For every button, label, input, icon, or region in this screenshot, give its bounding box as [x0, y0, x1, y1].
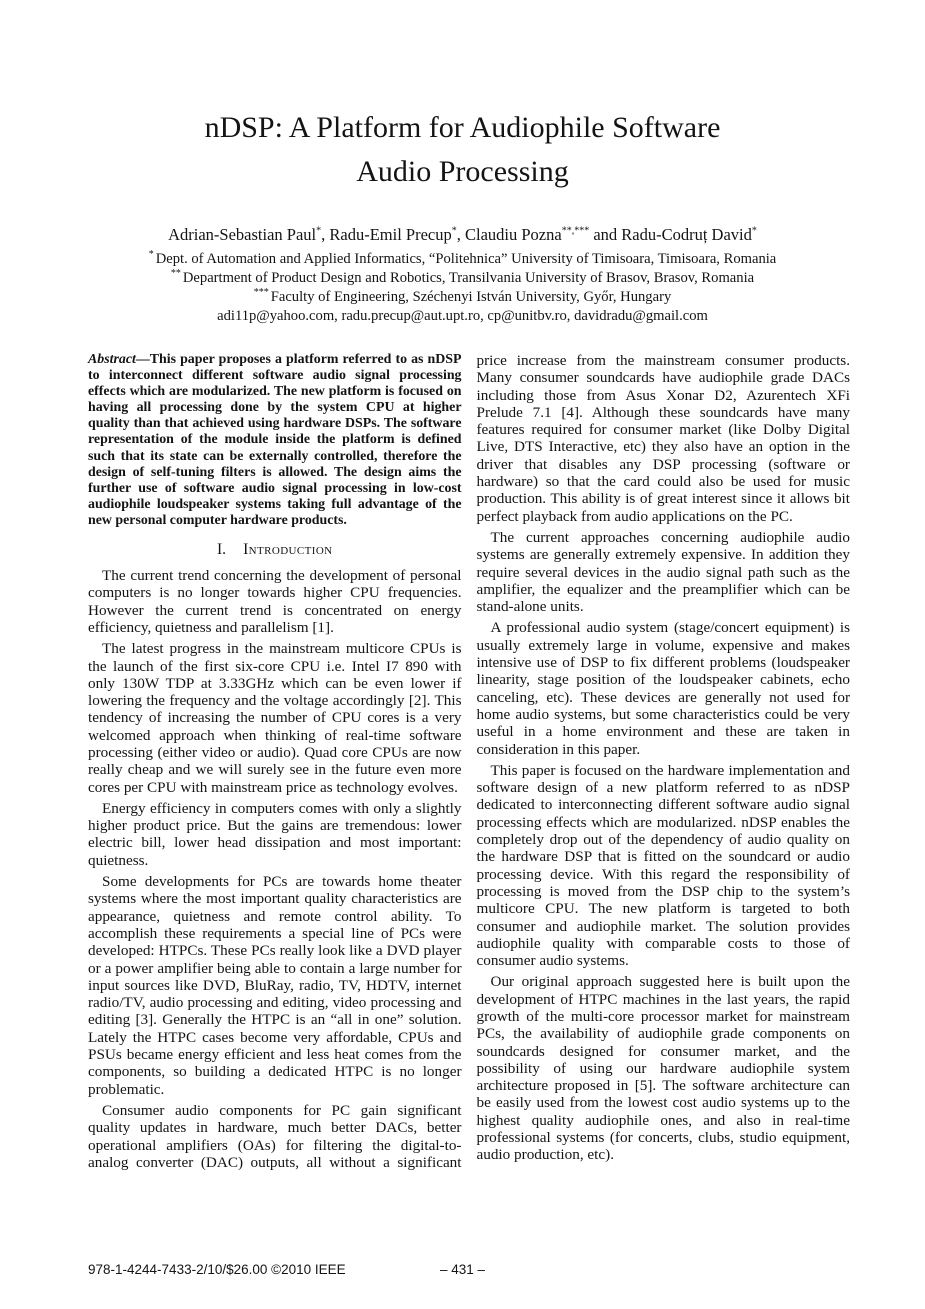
- page-title: [0, 0, 925, 194]
- section-number: I.: [216, 541, 227, 559]
- affiliation-3: *** Faculty of Engineering, Széchenyi István University, Győr, Hungary: [253, 287, 672, 305]
- paragraph: Consumer audio components for PC gain significant quality updates in hardware, much better DACs, better operational amplifiers (OAs) for filtering the digital-to-analog converter (DAC) outputs, all without a significant: [88, 1101, 462, 1171]
- paragraph: price increase from the mainstream consumer products. Many consumer soundcards have audiophile grade DACs including those from Asus Xonar D2, Azurentech XFi Prelude 7.1 [4]. Although these soundcards have many features required for consumer market (like Dolby Digital Live, DTS Interactive, etc) they also have an option in the driver that disables any DSP processing (software or hardware) so that the card could also be used for music production. This ability is of great interest since it allows bit perfect playback from audio applications on the PC.: [476, 352, 850, 525]
- title-line-1: nDSP: A Platform for Audiophile Software: [204, 111, 721, 144]
- page-footer: [0, 1262, 925, 1278]
- author-4-affiliation-mark: *: [751, 225, 757, 237]
- paragraph: The current trend concerning the development of personal computers is no longer towards higher CPU frequencies. However the current trend is concentrated on energy efficiency, quietness and parallelism [1].: [88, 567, 462, 636]
- abstract-label: Abstract: [88, 352, 136, 367]
- affiliations-block: [0, 250, 925, 326]
- title-line-2: Audio Processing: [356, 155, 569, 188]
- affiliation-2: ** Department of Product Design and Robotics, Transilvania University of Brasov, Brasov, Romania: [170, 268, 755, 286]
- author-2-affiliation-mark: *: [451, 225, 457, 237]
- author-1-affiliation-mark: *: [316, 225, 322, 237]
- abstract-dash: —: [135, 352, 150, 367]
- paragraph: Energy efficiency in computers comes with only a slightly higher product price. But the gains are tremendous: lower electric bill, lower head dissipation and most important: quietness.: [88, 799, 462, 869]
- author-2: Radu-Emil Precup*,: [329, 225, 465, 244]
- paragraph: Our original approach suggested here is built upon the development of HTPC machines in the last years, the rapid growth of the multi-core processor market for mainstream PCs, the availability of audiophile grade components on soundcards designed for consumer market, and the possibility of using our hardware audiophile system architecture proposed in [5]. The software architecture can be easily used from the lowest cost audio systems up to the highest quality audiophile ones, and also in real-time professional systems (for concerts, clubs, studio equipment, audio production, etc).: [476, 973, 850, 1164]
- body-columns: [0, 352, 925, 1175]
- paragraph: Some developments for PCs are towards home theater systems where the most important quality characteristics are appearance, quietness and remote control ability. To accomplish these requirements a special line of PCs were developed: HTPCs. These PCs really look like a DVD player or a power amplifier being able to contain a large number for input sources like DVD, BluRay, radio, TV, HDTV, internet radio/TV, audio processing and editing, video processing and editing [3]. Generally the HTPC is an “all in one” solution. Lately the HTPC cases become very affordable, CPUs and PSUs became energy efficient and less heat comes from the components, so building a dedicated HTPC is no longer problematic.: [88, 873, 462, 1098]
- page-number: – 431 –: [439, 1262, 486, 1277]
- section-title: Introduction: [243, 541, 333, 559]
- author-4: Radu-Codruț David*: [621, 225, 757, 244]
- author-1: Adrian-Sebastian Paul*,: [168, 225, 330, 244]
- right-column: [477, 352, 851, 1175]
- paragraph: This paper is focused on the hardware implementation and software design of a new platform referred to as nDSP dedicated to interconnecting different software audio signal processing effects which are modularized. nDSP enables the completely drop out of the dependency of audio quality on the hardware DSP that is fitted on the soundcard or audio processing device. With this regard the responsibility of processing is moved from the DSP chip to the system’s multicore CPU. The new platform is targeted to both consumer and audiophile market. The solution provides audiophile quality with comparable costs to those of consumer audio systems.: [476, 761, 850, 970]
- paragraph: A professional audio system (stage/concert equipment) is usually extremely large in volume, expensive and makes intensive use of DSP to fix different problems (loudspeaker linearity, stage position of the loudspeaker cabinets, echo canceling, etc). These devices are generally not used for home audio systems, but some characteristics could be very useful in a home environment and these are taken in consideration in this paper.: [476, 619, 850, 758]
- author-emails: adi11p@yahoo.com, radu.precup@aut.upt.ro, cp@unitbv.ro, davidradu@gmail.com: [217, 308, 708, 324]
- copyright-notice: 978-1-4244-7433-2/10/$26.00 ©2010 IEEE: [88, 1262, 346, 1277]
- section-heading-introduction: [88, 541, 462, 559]
- author-3-affiliation-mark: **,***: [561, 225, 590, 237]
- affiliation-1: * Dept. of Automation and Applied Informatics, “Politehnica” University of Timisoara, Timisoara, Romania: [148, 249, 777, 267]
- abstract-text: This paper proposes a platform referred to as nDSP to interconnect different software audio signal processing effects which are modularized. The new platform is focused on having all processing done by the system CPU at higher quality than that achieved using hardware DSPs. The software representation of the module inside the platform is defined such that its state can be externally controlled, therefore the design of self-tuning filters is allowed. The design aims the further use of software audio signal processing in low-cost audiophile loudspeaker systems taking full advantage of the new personal computer hardware products.: [88, 352, 462, 528]
- author-3: Claudiu Pozna**,*** and: [464, 225, 622, 244]
- paragraph: The latest progress in the mainstream multicore CPUs is the launch of the first six-core CPU i.e. Intel I7 890 with only 130W TDP at 3.33GHz which can be even lower if lowering the frequency and the voltage accordingly [2]. This tendency of increasing the number of CPU cores is a very welcomed approach when thinking of real-time software processing (either video or audio). Quad core CPUs are now really cheap and we will surely see in the future even more cores per CPU with mainstream price as technology evolves.: [88, 640, 462, 796]
- paragraph: The current approaches concerning audiophile audio systems are generally extremely expensive. In addition they require several devices in the audio signal path such as the amplifier, the equalizer and the preamplifier which can be stand-alone units.: [476, 528, 850, 616]
- abstract: [88, 352, 462, 529]
- left-column: [88, 352, 462, 1175]
- authors-line: [0, 225, 925, 245]
